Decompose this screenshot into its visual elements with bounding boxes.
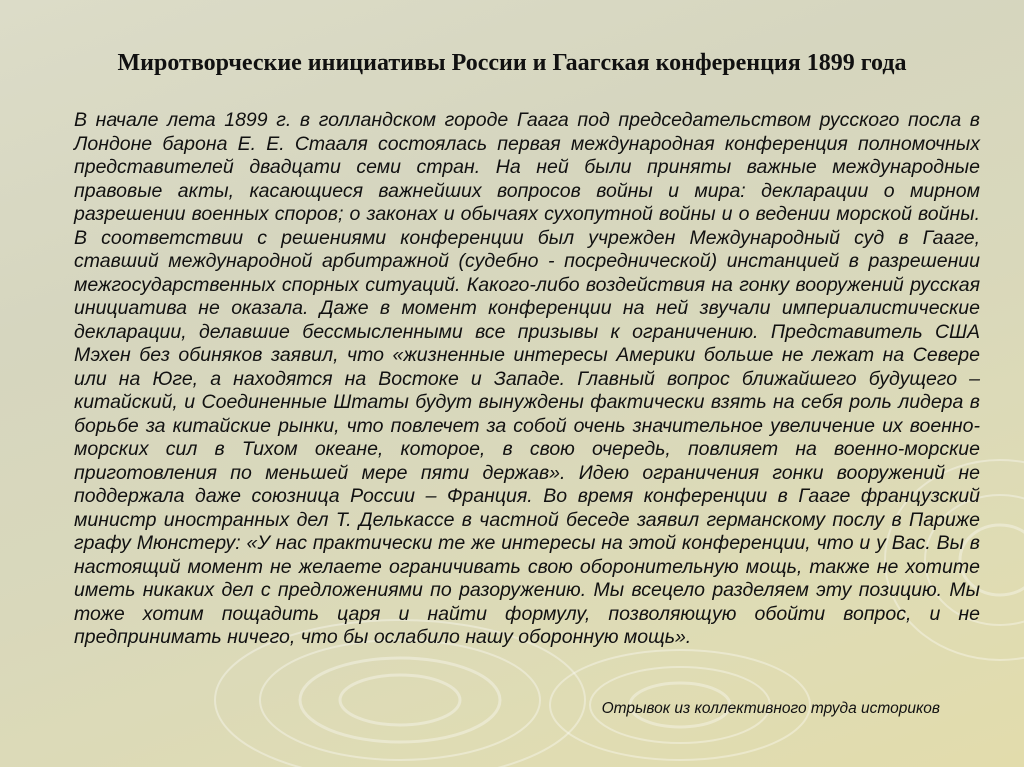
slide-title: Миротворческие инициативы России и Гаагская конференция 1899 года xyxy=(117,50,907,76)
source-attribution: Отрывок из коллективного труда историков xyxy=(601,700,940,717)
body-text: В начале лета 1899 г. в голландском городе Гаага под председательством русского посла в Лондоне барона Е. Е. Стааля состоялась первая международная конференция полномочных представителей двадцати семи стран. На ней были приняты важные международные правовые акты, касающиеся важнейших вопросов войны и мира: декларации о мирном разрешении военных споров; о законах и обычаях сухопутной войны и о ведении морской войны. В соответствии с решениями конференции был учрежден Международный суд в Гааге, ставший международной арбитражной (судебно - посреднической) инстанцией в разрешении межгосударственных спорных ситуаций. Какого-либо воздействия на гонку вооружений русская инициатива не оказала. Даже в момент конференции на ней звучали империалистические декларации, делавшие бессмысленными все призывы к ограничению. Представитель США Мэхен без обиняков заявил, что «жизненные интересы Америки больше не лежат на Севере или на Юге, а находятся на Востоке и Западе. Главный вопрос ближайшего будущего – китайский, и Соединенные Штаты будут вынуждены фактически взять на себя роль лидера в борьбе за китайские рынки, что повлечет за собой очень значительное увеличение их военно- морских сил в Тихом океане, которое, в свою очередь, повлияет на военно-морские приготовления по меньшей мере пяти держав». Идею ограничения гонки вооружений не поддержала даже союзница России – Франция. Во время конференции в Гааге французский министр иностранных дел Т. Делькассе в частной беседе заявил германскому послу в Париже графу Мюнстеру: «У нас практически те же интересы на этой конференции, что и у Вас. Вы в настоящий момент не желаете ограничивать свою оборонительную мощь, также не хотите иметь никаких дел с предложениями по разоружению. Мы всецело разделяем эту позицию. Мы тоже хотим пощадить царя и найти формулу, позволяющую обойти вопрос, и не предпринимать ничего, что бы ослабило нашу оборонную мощь». xyxy=(74,109,980,648)
